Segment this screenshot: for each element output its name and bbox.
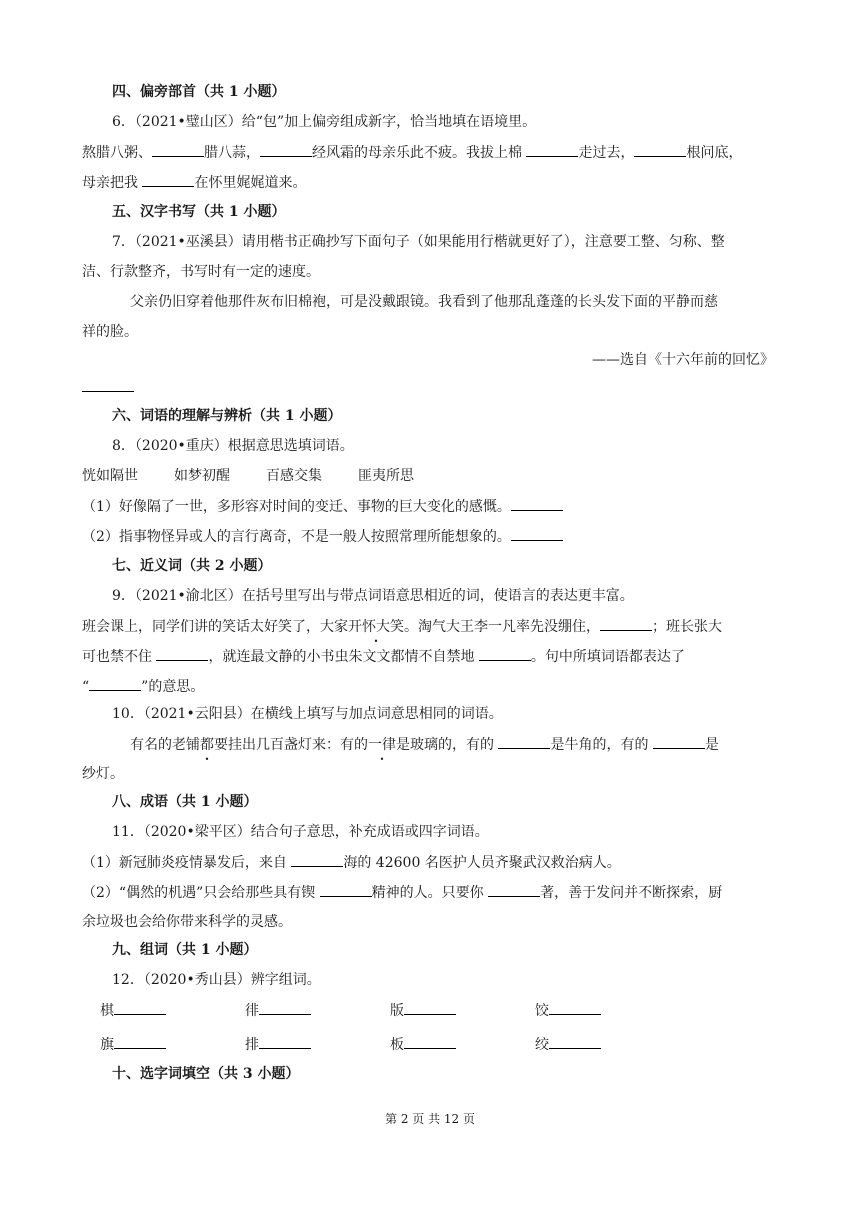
question-8-item-1 xyxy=(82,496,563,517)
text: （1）新冠肺炎疫情暴发后，来自 xyxy=(82,855,292,871)
character: 饺 xyxy=(535,1003,549,1019)
answer-blank[interactable] xyxy=(259,1034,311,1049)
answer-blank[interactable] xyxy=(600,616,652,631)
text: 母亲把我 xyxy=(82,175,143,191)
question-7-passage-2: 祥的脸。 xyxy=(82,324,138,340)
section-heading-6: 六、词语的理解与辨析（共 1 小题） xyxy=(112,408,342,424)
dotted-word: 开怀大笑 xyxy=(348,619,404,635)
question-9-line-3 xyxy=(82,676,204,697)
text: （2）指事物怪异或人的言行离奇，不是一般人按照常理所能想象的。 xyxy=(82,529,511,545)
question-7-passage-1: 父亲仍旧穿着他那件灰布旧棉袍，可是没戴跟镜。我看到了他那乱蓬蓬的长头发下面的平静而慈 xyxy=(130,294,718,310)
dotted-word: 一律 xyxy=(368,737,396,753)
text: 。句中所填词语都表达了 xyxy=(530,649,685,665)
word-options xyxy=(82,466,450,486)
section-heading-8: 八、成语（共 1 小题） xyxy=(112,794,258,810)
character: 绞 xyxy=(535,1037,549,1053)
word-option: 恍如隔世 xyxy=(82,468,138,484)
answer-blank[interactable] xyxy=(479,646,531,661)
text: 班会课上，同学们讲的笑话太好笑了，大家 xyxy=(82,619,348,635)
character: 排 xyxy=(245,1037,259,1053)
answer-blank[interactable] xyxy=(511,526,563,541)
answer-blank[interactable] xyxy=(549,1034,601,1049)
text: 走过去， xyxy=(578,145,635,161)
text: 可也禁不住 xyxy=(82,649,157,665)
answer-blank[interactable] xyxy=(260,142,312,157)
section-heading-10: 十、选字词填空（共 3 小题） xyxy=(112,1066,300,1082)
question-6-prompt: 6．（2021•璧山区）给“包”加上偏旁组成新字，恰当地填在语境里。 xyxy=(112,114,537,130)
question-9-line-1 xyxy=(82,616,722,637)
text: 根问底， xyxy=(686,145,743,161)
question-7-source: ——选自《十六年前的回忆》 xyxy=(592,352,774,368)
question-7-line-1: 7．（2021•巫溪县）请用楷书正确抄写下面句子（如果能用行楷就更好了），注意要工整、匀称、整 xyxy=(112,234,725,250)
answer-blank[interactable] xyxy=(114,1000,166,1015)
text: 腊八蒜， xyxy=(204,145,260,161)
section-heading-7: 七、近义词（共 2 小题） xyxy=(112,558,272,574)
text: （1）好像隔了一世，多形容对时间的变迁、事物的巨大变化的感慨。 xyxy=(82,499,511,515)
character: 徘 xyxy=(245,1003,259,1019)
answer-blank[interactable] xyxy=(549,1000,601,1015)
page-footer: 第 2 页 共 12 页 xyxy=(385,1112,475,1126)
word-option: 匪夷所思 xyxy=(358,468,414,484)
question-8-item-2 xyxy=(82,526,563,547)
character: 版 xyxy=(390,1003,404,1019)
character: 板 xyxy=(390,1037,404,1053)
answer-blank[interactable] xyxy=(498,734,550,749)
text: 是牛角的，有的 xyxy=(550,737,653,753)
question-10-line-1 xyxy=(130,734,719,755)
text: （2）“偶然的机遇”只会给那些具有锲 xyxy=(82,885,320,901)
text: ”的意思。 xyxy=(141,679,205,695)
answer-blank[interactable] xyxy=(320,882,372,897)
question-6-line-2 xyxy=(82,172,306,193)
question-7-line-2: 洁、行款整齐，书写时有一定的速度。 xyxy=(82,264,320,280)
text: 。淘气大王李一凡率先没绷住， xyxy=(404,619,600,635)
dotted-word: 都 xyxy=(200,737,214,753)
answer-blank[interactable] xyxy=(89,676,141,691)
text: 是玻璃的，有的 xyxy=(396,737,499,753)
text: ，就连最文静的小书虫朱文文都情不自禁地 xyxy=(208,649,479,665)
answer-blank[interactable] xyxy=(404,1000,456,1015)
text: 是 xyxy=(704,737,719,753)
question-11-item-1 xyxy=(82,852,621,873)
text: 海的 42600 名医护人员齐聚武汉救治病人。 xyxy=(343,855,621,871)
section-heading-5: 五、汉字书写（共 1 小题） xyxy=(112,204,286,220)
answer-blank[interactable] xyxy=(526,142,578,157)
question-11-prompt: 11．（2020•梁平区）结合句子意思，补充成语或四字词语。 xyxy=(112,824,489,840)
question-9-prompt: 9．（2021•渝北区）在括号里写出与带点词语意思相近的词，使语言的表达更丰富。 xyxy=(112,588,634,604)
answer-blank[interactable] xyxy=(291,852,343,867)
text: 精神的人。只要你 xyxy=(371,885,489,901)
word-group-row-2 xyxy=(100,1034,635,1055)
character: 棋 xyxy=(100,1003,114,1019)
answer-blank[interactable] xyxy=(511,496,563,511)
word-option: 如梦初醒 xyxy=(174,468,230,484)
answer-blank[interactable] xyxy=(152,142,204,157)
text: 著，善于发问并不断探索，厨 xyxy=(540,885,723,901)
section-heading-9: 九、组词（共 1 小题） xyxy=(112,942,258,958)
answer-blank[interactable] xyxy=(653,734,705,749)
question-11-item-2-cont: 余垃圾也会给你带来科学的灵感。 xyxy=(82,914,292,930)
character: 旗 xyxy=(100,1037,114,1053)
answer-blank[interactable] xyxy=(142,172,194,187)
text: 要挂出几百盏灯来：有的 xyxy=(214,737,368,753)
text: 熬腊八粥、 xyxy=(82,145,152,161)
question-11-item-2 xyxy=(82,882,722,903)
answer-blank[interactable] xyxy=(634,142,686,157)
text: 经风霜的母亲乐此不疲。我拔上棉 xyxy=(312,145,527,161)
text: ；班长张大 xyxy=(652,619,722,635)
text: “ xyxy=(82,679,90,695)
text: 在怀里娓娓道来。 xyxy=(194,175,307,191)
question-10-prompt: 10．（2021•云阳县）在横线上填写与加点词意思相同的词语。 xyxy=(112,706,503,722)
question-10-line-2: 纱灯。 xyxy=(82,766,124,782)
question-12-prompt: 12．（2020•秀山县）辨字组词。 xyxy=(112,972,321,988)
question-9-line-2 xyxy=(82,646,685,667)
answer-blank[interactable] xyxy=(488,882,540,897)
question-6-line-1 xyxy=(82,142,742,163)
answer-blank[interactable] xyxy=(259,1000,311,1015)
question-7-answer-row xyxy=(82,377,134,398)
text: 有名的老铺 xyxy=(130,737,200,753)
answer-blank[interactable] xyxy=(82,377,134,392)
word-group-row-1 xyxy=(100,1000,635,1021)
section-heading-4: 四、偏旁部首（共 1 小题） xyxy=(112,84,286,100)
answer-blank[interactable] xyxy=(156,646,208,661)
answer-blank[interactable] xyxy=(404,1034,456,1049)
word-option: 百感交集 xyxy=(266,468,322,484)
answer-blank[interactable] xyxy=(114,1034,166,1049)
question-8-prompt: 8．（2020•重庆）根据意思选填词语。 xyxy=(112,438,354,454)
